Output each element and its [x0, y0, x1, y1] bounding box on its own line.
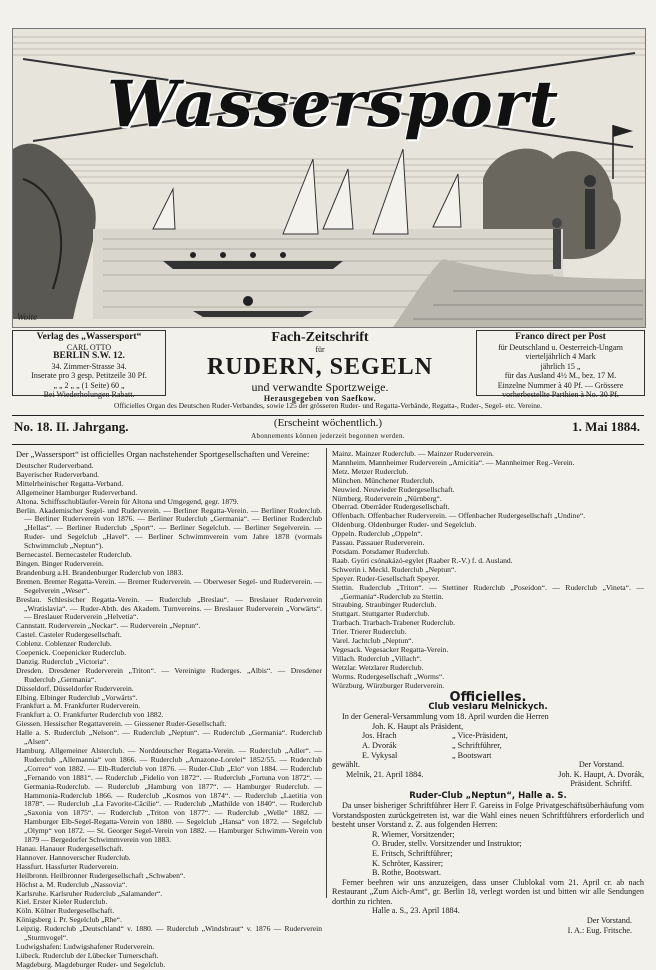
club-entry: Straubing. Straubinger Ruderclub.: [332, 600, 437, 610]
officer-line: Joh. K. Haupt als Präsident,: [372, 721, 464, 731]
officer-line: [332, 731, 644, 741]
center-header: [164, 328, 476, 403]
club-entry: Wetzlar. Wetzlarer Ruderclub.: [332, 662, 424, 672]
newspaper-page: [12, 28, 644, 969]
club-entry: Mainz. Mainzer Ruderclub. — Mainzer Ruderverein.: [332, 449, 494, 458]
club-entry: Höchst a. M. Ruderclub „Nassovia“.: [16, 879, 128, 889]
club-entry: Kiel. Erster Kieler Ruderclub.: [16, 897, 108, 907]
club-entry: Breslau. Schlesischer Regatta-Verein. — Ruderclub „Breslau“. — Breslauer Ruderverein „Wratislavia“. — Ruder-Abth. des Akadem. Turnvereins. — Breslauer Ruderverein „Vorwärts“. — Breslauer Ruderverein „Helvetia“.: [16, 594, 322, 622]
club-entry: Ludwigshafen: Ludwigshafener Ruderverein.: [16, 941, 155, 951]
board-label: Der Vorstand.: [586, 916, 632, 926]
member-line: E. Fritsch, Schriftführer;: [372, 848, 453, 858]
club-entry: Danzig. Ruderclub „Victoria“.: [16, 656, 109, 666]
club-entry: Oldenburg. Oldenburger Ruder- und Segelclub.: [332, 520, 477, 530]
club-entry: Altona. Schiffsschubläufer-Verein für Altona und Umgegend, gegr. 1879.: [16, 496, 239, 506]
club-entry: Würzburg. Würzburger Ruderverein.: [332, 680, 445, 690]
price-line: jährlich 15 „: [540, 361, 581, 371]
elected-word: gewählt.: [332, 760, 360, 770]
member-line: B. Rothe, Bootswart.: [372, 868, 441, 878]
issue-frequency: (Erscheint wöchentlich.): [273, 417, 383, 429]
ad-price-line-2: „ „ 2 „ „ (1 Seite) 60 „: [53, 380, 125, 390]
club-entry: Neuwied. Neuwieder Rudergesellschaft.: [332, 484, 455, 494]
club-entry: Dresden. Dresdener Ruderverein „Triton“. — Vereinigte Ruderges. „Albis“. — Dresdener Ruderclub „Germania“.: [16, 665, 322, 684]
club-entry: Mittelrheinischer Regatta-Verband.: [16, 478, 124, 488]
issue-date: 1. Mai 1884.: [572, 419, 640, 434]
club-entry: Bernecastel. Bernecasteler Ruderclub.: [16, 550, 132, 560]
price-title: Franco direct per Post: [515, 332, 606, 342]
officer-line: [332, 741, 644, 751]
section-title: Officielles.: [449, 690, 527, 706]
club-entry: Allgemeiner Hamburger Ruderverband.: [16, 487, 138, 497]
place-date: Melnik, 21. April 1884.: [346, 769, 424, 779]
price-line: vierteljährlich 4 Mark: [525, 352, 596, 361]
left-column: [16, 450, 322, 969]
club-entry: Passau. Passauer Ruderverein.: [332, 538, 425, 548]
for-word: für: [315, 345, 325, 354]
club-entry: Bingen. Binger Ruderverein.: [16, 558, 104, 568]
club-heading: Club vesIaru Melnickych.: [428, 702, 548, 713]
club-entry: Villach. Ruderclub „Villach“.: [332, 653, 422, 663]
intro-text: Der „Wassersport“ ist officielles Organ nachstehender Sportgesellschaften und Vereine:: [16, 450, 310, 459]
club-entry: Metz. Metzer Ruderclub.: [332, 466, 409, 476]
club-entry: Brandenburg a.H. Brandenburger Ruderclub von 1883.: [16, 567, 184, 577]
publisher-line: Verlag des „Wassersport“: [36, 332, 142, 342]
club-entry: Trier. Trierer Ruderclub.: [332, 627, 407, 637]
subscription-note: Abonnements können jederzeit begonnen werden.: [251, 432, 405, 440]
publisher-city: BERLIN S.W. 12.: [53, 351, 125, 361]
main-subject: RUDERN, SEGELN: [206, 354, 434, 380]
masthead-title: Wassersport: [106, 67, 560, 142]
club-entry: Castel. Casteler Rudergesellschaft.: [16, 630, 122, 640]
place-date: Halle a. S., 23. April 1884.: [372, 906, 460, 916]
club-list-continued: [332, 450, 644, 690]
club-entry: Frankfurt a. M. Frankfurter Ruderverein.: [16, 701, 141, 711]
club-entry: Oberrad. Oberräder Rudergesellschaft.: [332, 502, 450, 512]
club-entry: Offenbach. Offenbacher Ruderverein. — Offenbacher Rudergesellschaft „Undine“.: [332, 511, 586, 521]
club-entry: Königsberg i. Pr. Segelclub „Rhe“.: [16, 915, 122, 925]
member-line: K. Schröter, Kassirer;: [372, 858, 444, 868]
club-entry: Cannstatt. Ruderverein „Neckar“. — Ruderverein „Neptun“.: [16, 621, 201, 631]
signature-row: [332, 760, 644, 770]
signature-row: [332, 770, 644, 780]
publisher-box: [12, 330, 166, 399]
club-entry: Raab. Györi csónakázó-egylet (Raaber R.-V.) f. d. Ausland.: [332, 555, 513, 565]
club-entry: Deutscher Ruderverband.: [16, 461, 94, 470]
club-entry: Hannover. Hannoverscher Ruderclub.: [16, 852, 131, 862]
member-line: O. Bruder, stellv. Vorsitzender und Instruktor;: [372, 839, 522, 849]
club-list: [16, 462, 322, 970]
club-entry: Halle a. S. Ruderclub „Nelson“. — Ruderclub „Neptun“. — Ruderclub „Germania“. Ruderclub „Alsen“.: [16, 728, 322, 747]
publisher-name: CARL OTTO: [66, 342, 112, 352]
club-entry: Karlsruhe. Karlsruher Ruderclub „Salamander“.: [16, 888, 163, 898]
sub-subject: und verwandte Sportzweige.: [251, 380, 389, 394]
club-entry: Nürnberg. Ruderverein „Nürnberg“.: [332, 493, 442, 503]
officer-line: [332, 751, 644, 761]
signature: I. A.: Eug. Fritsche.: [567, 925, 632, 935]
club-entry: Hamburg. Allgemeiner Alsterclub. — Norddeutscher Regatta-Verein. — Ruderclub „Adler“. — Ruderclub „Allemannia“ von 1866. — Ruderclub „Amazone-Lorelei“ 1852/55. — Ruderclub „Correo“ von 1882. — Elb-Ruderclub von 1876. — Ruder-Club „Elo“ von 1884. — Ruderclub „Fernando von 1881“. — Ruderclub „Fidelio von 1872“. — Ruderclub „Fortuna von 1872“. — Germania-Ruderclub. — Ruderclub „Hamburg von 1877“. — Hamburger Ruderclub. — Hammonia-Ruderclub 1866. — Ruderclub „Kosmos von 1874“. — Ruderclub „Laetitia von 1878“. — Ruderclub „La Favorite-Cäcilie“. — Ruderclub „Mathilde von 1840“. — Ruderclub „Saxonia von 1875“. — Ruderclub „Triton von 1877“. — Ruderclub „Welle“ 1882. — Hamburger Elb-Segel-Regatta-Verein von 1880. — Segelclub „Hansa“ von 1872. — Segelclub „Olymp“ von 1872. — St. Georger Segel-Verein von 1882. — Hamburger Schwimm-Verein von 1879 — Bergedorfer Schwimmverein von 1883.: [16, 746, 322, 845]
club-entry: Varel. Jachtclub „Neptun“.: [332, 636, 414, 646]
club-entry: Vegesack. Vegesacker Regatta-Verein.: [332, 644, 449, 654]
board-label: Der Vorstand.: [578, 760, 624, 770]
club-entry: Worms. Rudergesellschaft „Worms“.: [332, 671, 445, 681]
club-entry: Lübeck. Ruderclub der Lübecker Turnerschaft.: [16, 950, 159, 960]
club-entry: Coepenick. Coepenicker Ruderclub.: [16, 648, 127, 658]
paragraph: Da unser bisheriger Schriftführer Herr F. Gareiss in Folge Privatgeschäftsüberhäufung vom Vorstandsposten zurückgetreten ist, war die Wahl eines neuen Schriftführers erforderlich und besteht unser Vorstand z. Z. aus folgenden Herren:: [332, 800, 644, 830]
officer-name: E. Vykysal: [362, 750, 398, 760]
editor-line: Herausgegeben von Saefkow.: [263, 394, 377, 403]
signature-titles: Präsident. Schriftf.: [570, 779, 632, 789]
officer-role: „ Schriftführer,: [452, 741, 502, 751]
club-entry: München. Münchener Ruderclub.: [332, 475, 435, 485]
club-entry: Bremen. Bremer Regatta-Verein. — Bremer Ruderverein. — Oberweser Segel- und Ruderverein. — Segelverein „Weser“.: [16, 576, 322, 595]
club-heading: Ruder-Club „Neptun“, Halle a. S.: [409, 791, 567, 802]
signatures: Joh. K. Haupt, A. Dvorák,: [558, 769, 644, 779]
club-entry: Speyer. Ruder-Gesellschaft Speyer.: [332, 573, 440, 583]
member-line: R. Wiemer, Vorsitzender;: [372, 829, 455, 839]
publication-type: Fach-Zeitschrift: [271, 330, 369, 345]
issue-bar: [12, 415, 644, 445]
price-line: Einzelne Nummer à 40 Pf. — Grössere: [497, 380, 624, 390]
club-entry: Köln. Kölner Rudergesellschaft.: [16, 906, 115, 916]
paragraph: Ferner beehren wir uns anzuzeigen, dass unser Clublokal vom 21. April cr. ab nach Restaurant „Zum Aich-Amt“, gr. Berlin 18, verlegt worden ist und bitten wir alle Sendungen dorthin zu richten.: [332, 877, 644, 906]
discount-line: Bei Wiederholungen Rabatt.: [43, 390, 135, 399]
officer-name: A. Dvorák: [362, 741, 397, 751]
right-column: [332, 449, 644, 935]
officer-role: „ Vice-Präsident,: [452, 731, 508, 741]
club-entry: Trarbach. Trarbach-Trabener Ruderclub.: [332, 618, 456, 628]
club-entry: Stuttgart. Stuttgarter Ruderclub.: [332, 609, 430, 619]
price-line: für das Ausland 4½ M., bez. 17 M.: [504, 371, 617, 380]
ad-price-line: Inserate pro 3 gesp. Petitzeile 30 Pf.: [31, 371, 147, 380]
club-entry: Düsseldorf. Düsseldorfer Ruderverein.: [16, 683, 134, 693]
paragraph: In der General-Versammlung vom 18. April wurden die Herren: [342, 712, 549, 722]
officer-name: Jos. Hrach: [362, 731, 397, 741]
column-divider: [326, 448, 327, 898]
officer-role: „ Bootswart: [452, 750, 492, 760]
header-strip: [12, 328, 644, 403]
club-entry: Oppeln. Ruderclub „Oppeln“.: [332, 529, 423, 539]
price-line: für Deutschland u. Oesterreich-Ungarn: [498, 342, 623, 352]
club-entry: Schwerin i. Meckl. Ruderclub „Neptun“.: [332, 564, 457, 574]
club-entry: Leipzig. Ruderclub „Deutschland“ v. 1880. — Ruderclub „Windsbraut“ v. 1876 — Ruderverein „Sturmvogel“.: [16, 924, 322, 943]
club-entry: Magdeburg. Magdeburger Ruder- und Segelclub.: [16, 959, 166, 969]
club-entry: Berlin. Akademischer Segel- und Ruderverein. — Berliner Regatta-Verein. — Berliner Ruderclub. — Berliner Ruderverein von 1876. — Berliner Ruderclub „Germania“. — Berliner Ruderclub „Hellas“. — Berliner Ruderclub „Sport“. — Berliner Segelclub. — Berliner Segelverein. — Ruder- und Segelclub „Havel“. — Berliner Schwimmverein vom Jahre 1878 (vormals Schwimmclub „Neptun“).: [16, 505, 322, 551]
artist-signature: Woite: [17, 312, 38, 322]
club-entry: Coblenz. Coblenzer Ruderclub.: [16, 639, 112, 649]
price-box: [476, 330, 645, 399]
club-entry: Potsdam. Potsdamer Ruderclub.: [332, 546, 430, 556]
club-entry: Hassfurt. Hassfurter Ruderverein.: [16, 861, 119, 871]
club-entry: Elbing. Elbinger Ruderclub „Vorwärts“.: [16, 692, 138, 702]
issue-number: No. 18. II. Jahrgang.: [14, 419, 129, 434]
club-entry: Giessen. Hessischer Regattaverein. — Giessener Ruder-Gesellschaft.: [16, 719, 227, 729]
club-entry: Hanau. Hanauer Rudergesellschaft.: [16, 843, 124, 853]
masthead-illustration: [12, 28, 646, 328]
club-entry: Stettin. Ruderclub „Triton“. — Stettiner Ruderclub „Poseidon“. — Ruderclub „Vineta“. — „Germania“-Ruderclub zu Stettin.: [332, 582, 644, 601]
club-entry: Heilbronn. Heilbronner Rudergesellschaft „Schwaben“.: [16, 870, 186, 880]
organ-line: Officielles Organ des Deutschen Ruder-Verbandes, sowie 125 der grösseren Ruder- und Regatta-Verbände, Regatta-, Ruder-, Segel- etc. Vereine.: [113, 401, 543, 410]
club-entry: Mannheim. Mannheimer Ruderverein „Amicitia“. — Mannheimer Reg.-Verein.: [332, 457, 575, 467]
club-entry: Frankfurt a. O. Frankfurter Ruderclub von 1882.: [16, 710, 164, 720]
club-entry: Bayerischer Ruderverband.: [16, 469, 100, 479]
price-line: vorherbestellte Parthien à No. 30 Pf.: [502, 390, 619, 399]
publisher-address: 34. Zimmer-Strasse 34.: [51, 361, 127, 371]
